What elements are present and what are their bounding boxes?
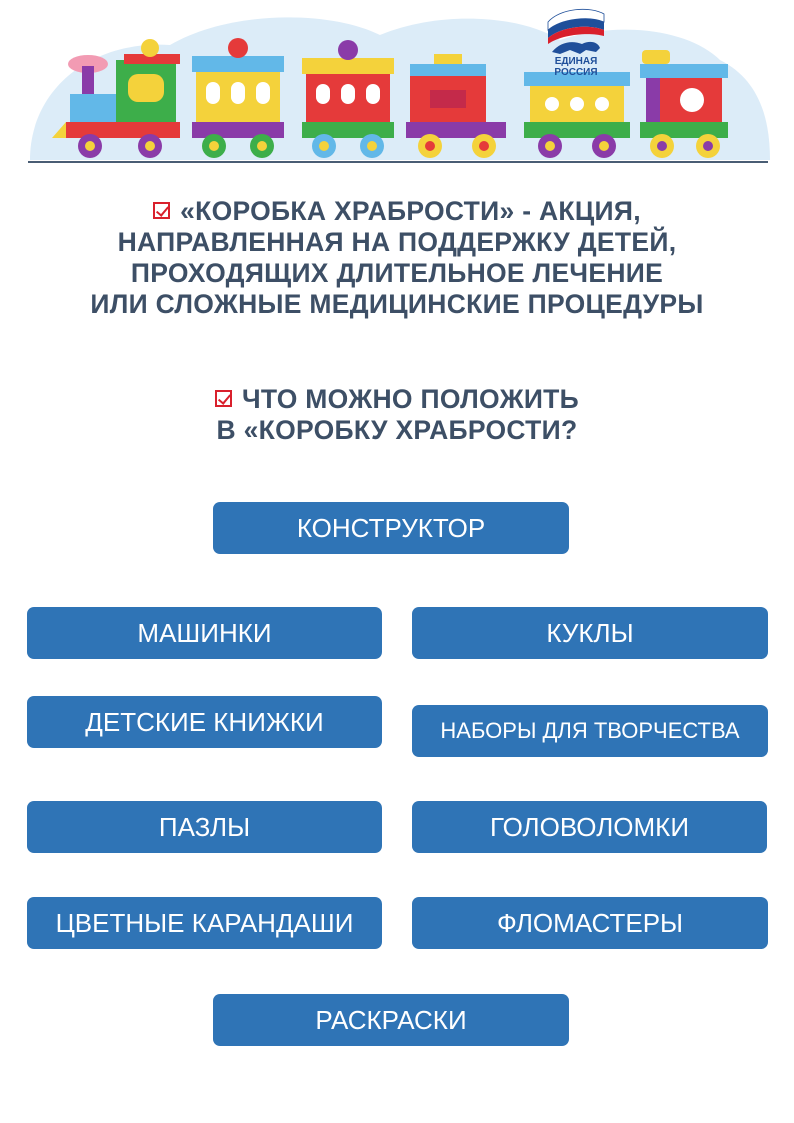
item-puzzles: ПАЗЛЫ	[27, 801, 382, 853]
intro-heading-line1-wrap	[0, 196, 794, 227]
item-brainteasers: ГОЛОВОЛОМКИ	[412, 801, 767, 853]
intro-line1: «КОРОБКА ХРАБРОСТИ» - АКЦИЯ,	[180, 196, 641, 226]
item-dolls: КУКЛЫ	[412, 607, 768, 659]
intro-line4: ИЛИ СЛОЖНЫЕ МЕДИЦИНСКИЕ ПРОЦЕДУРЫ	[90, 289, 704, 319]
question-line1: ЧТО МОЖНО ПОЛОЖИТЬ	[241, 384, 579, 414]
question-heading	[0, 384, 794, 446]
item-books: ДЕТСКИЕ КНИЖКИ	[27, 696, 382, 748]
checkbox-icon	[215, 390, 232, 407]
intro-line3: ПРОХОДЯЩИХ ДЛИТЕЛЬНОЕ ЛЕЧЕНИЕ	[130, 258, 664, 288]
question-line1-wrap	[0, 384, 794, 415]
question-line2: В «КОРОБКУ ХРАБРОСТИ?	[216, 415, 578, 445]
item-craft-sets: НАБОРЫ ДЛЯ ТВОРЧЕСТВА	[412, 705, 768, 757]
item-constructor: КОНСТРУКТОР	[213, 502, 569, 554]
item-cars: МАШИНКИ	[27, 607, 382, 659]
checkbox-icon	[153, 202, 170, 219]
item-pencils: ЦВЕТНЫЕ КАРАНДАШИ	[27, 897, 382, 949]
item-markers: ФЛОМАСТЕРЫ	[412, 897, 768, 949]
intro-line2: НАПРАВЛЕННАЯ НА ПОДДЕРЖКУ ДЕТЕЙ,	[117, 227, 677, 257]
logo-text-line1: ЕДИНАЯ	[554, 56, 598, 67]
logo-text-line2: РОССИЯ	[554, 67, 598, 78]
item-coloring: РАСКРАСКИ	[213, 994, 569, 1046]
intro-heading	[0, 196, 794, 320]
header-banner	[0, 0, 794, 170]
